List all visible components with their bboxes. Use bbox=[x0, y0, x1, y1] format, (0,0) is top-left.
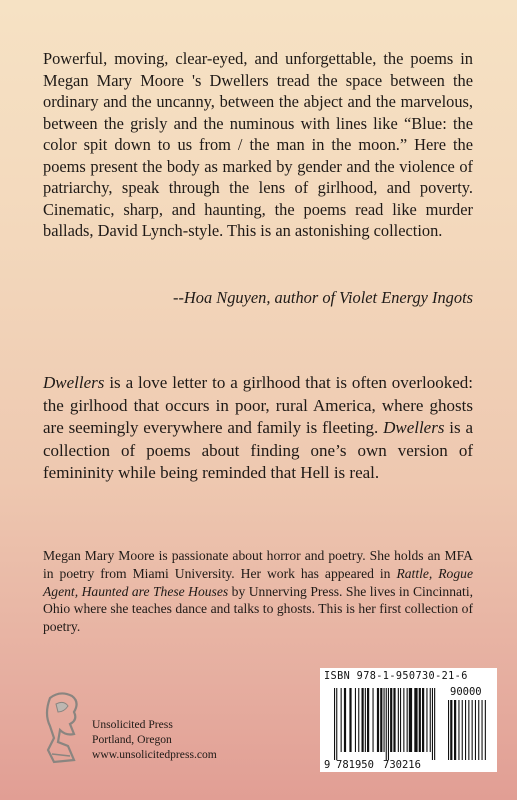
barcode-bar bbox=[380, 688, 382, 752]
barcode-bar bbox=[409, 688, 412, 752]
publisher-location: Portland, Oregon bbox=[92, 733, 172, 746]
barcode-bar bbox=[432, 688, 433, 760]
barcode-bar bbox=[336, 688, 337, 760]
barcode-bar bbox=[407, 688, 408, 752]
barcode-bar bbox=[419, 688, 421, 752]
barcode-bar bbox=[448, 700, 449, 760]
barcode-bar bbox=[367, 688, 369, 752]
barcode-graphic bbox=[320, 668, 497, 772]
barcode-bar bbox=[365, 688, 366, 752]
barcode-bar bbox=[472, 700, 473, 760]
bio-text-2: by Unnerving Press. She lives in Cincinnati, Ohio where she teaches dance and talks to ghosts. This is her first collection of poetry. bbox=[43, 583, 473, 635]
barcode-bar bbox=[414, 688, 417, 752]
barcode-first-digit: 9 bbox=[324, 759, 331, 771]
review-attribution: --Hoa Nguyen, author of Violet Energy Ingots bbox=[173, 288, 473, 307]
publisher-logo-icon bbox=[44, 690, 86, 766]
barcode-bar bbox=[430, 688, 431, 752]
barcode-bar bbox=[454, 700, 456, 760]
book-title-italic: Dwellers bbox=[43, 373, 105, 392]
barcode-bar bbox=[398, 688, 399, 752]
barcode-bar bbox=[386, 688, 387, 760]
barcode-bar bbox=[426, 688, 427, 752]
barcode-bar bbox=[450, 700, 452, 760]
barcode-bar bbox=[362, 688, 364, 752]
barcode-bar bbox=[373, 688, 374, 752]
barcode-price-code: 90000 bbox=[450, 686, 482, 698]
isbn-barcode-block bbox=[320, 668, 497, 772]
barcode-bar bbox=[485, 700, 486, 760]
barcode-bar bbox=[478, 700, 479, 760]
barcode-bar bbox=[377, 688, 379, 752]
barcode-price-bars bbox=[448, 700, 486, 760]
barcode-bar bbox=[403, 688, 404, 752]
barcode-bars bbox=[334, 688, 435, 760]
publisher-website: www.unsolicitedpress.com bbox=[92, 748, 217, 761]
publisher-name: Unsolicited Press bbox=[92, 718, 173, 731]
barcode-bar bbox=[349, 688, 351, 752]
barcode-bar bbox=[344, 688, 346, 752]
barcode-bar bbox=[355, 688, 356, 752]
barcode-bar bbox=[341, 688, 342, 752]
barcode-bar bbox=[468, 700, 469, 760]
publisher-info bbox=[92, 717, 217, 762]
description-text-1: is a love letter to a girlhood that is often overlooked: the girlhood that occurs in poor, rural America, where ghosts are seemingly everywhere and family is fleeting. bbox=[43, 373, 473, 437]
barcode-left-digits: 781950 bbox=[336, 759, 374, 771]
barcode-bar bbox=[358, 688, 359, 752]
barcode-bar bbox=[462, 700, 463, 760]
author-bio bbox=[43, 547, 473, 636]
barcode-bar bbox=[458, 700, 459, 760]
barcode-bar bbox=[388, 688, 389, 760]
barcode-bar bbox=[434, 688, 435, 760]
barcode-bar bbox=[475, 700, 476, 760]
book-description bbox=[43, 372, 473, 485]
barcode-bar bbox=[400, 688, 401, 752]
barcode-bar bbox=[334, 688, 335, 760]
barcode-bar bbox=[390, 688, 392, 752]
barcode-bar bbox=[384, 688, 385, 752]
bio-text-1: Megan Mary Moore is passionate about horror and poetry. She holds an MFA in poetry from Miami University. Her work has appeared in bbox=[43, 548, 473, 581]
barcode-bar bbox=[465, 700, 466, 760]
book-title-italic: Dwellers bbox=[383, 418, 445, 437]
isbn-label: ISBN 978-1-950730-21-6 bbox=[324, 671, 468, 682]
barcode-bar bbox=[393, 688, 395, 752]
bio-publications: Rattle, Rogue Agent, Haunted are These Houses bbox=[43, 565, 473, 599]
barcode-right-digits: 730216 bbox=[383, 759, 421, 771]
barcode-bar bbox=[422, 688, 424, 752]
description-text-2: is a collection of poems about finding one’s own version of femininity while being reminded that Hell is real. bbox=[43, 418, 473, 482]
barcode-bar bbox=[482, 700, 483, 760]
review-blurb: Powerful, moving, clear-eyed, and unforgettable, the poems in Megan Mary Moore 's Dwellers tread the space between the ordinary and the uncanny, between the abject and the marvelous, between the grisly and the numinous with lines like “Blue: the color spit down to us from / the man in the moon.” Here the poems present the body as marked by gender and the violence of patriarchy, speak through the lens of girlhood, and poverty. Cinematic, sharp, and haunting, the poems read like murder ballads, David Lynch-style. This is an astonishing collection. bbox=[43, 49, 473, 240]
